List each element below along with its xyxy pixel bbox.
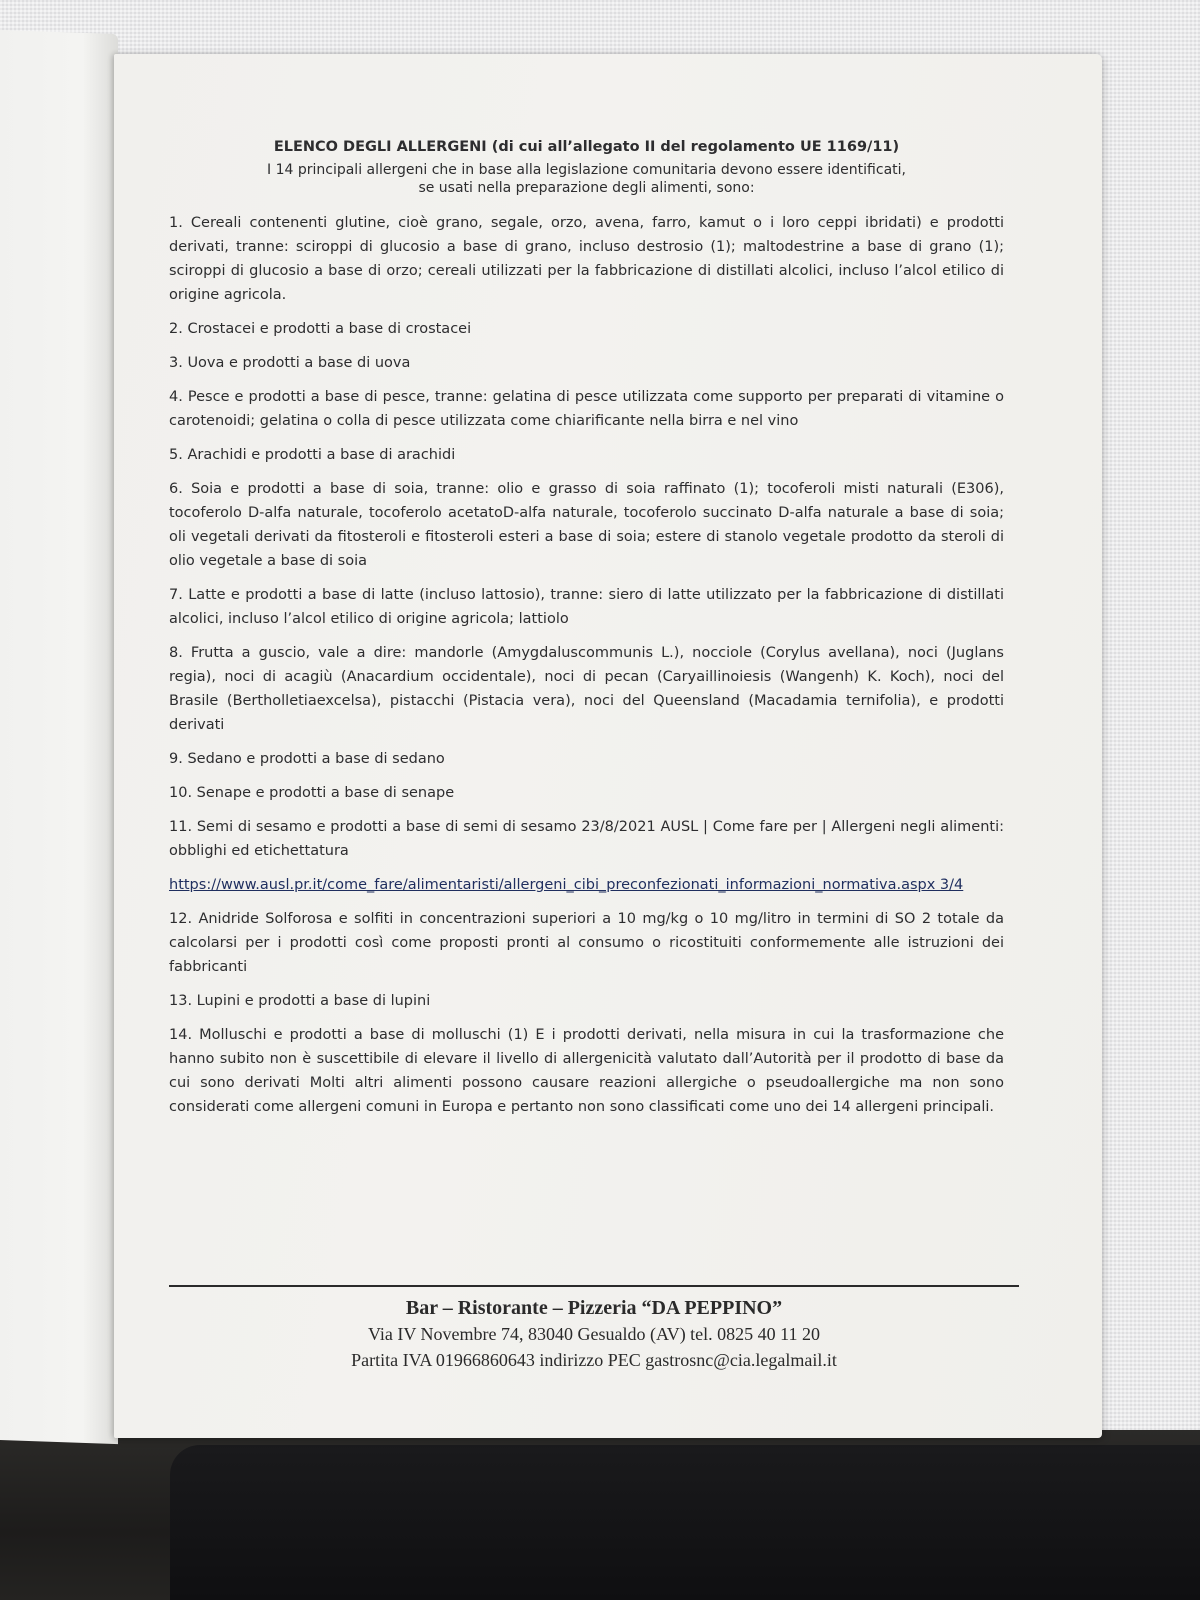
allergen-item-9: 9. Sedano e prodotti a base di sedano xyxy=(169,751,445,767)
dark-fabric xyxy=(170,1445,1200,1600)
source-link[interactable]: https://www.ausl.pr.it/come_fare/alimentaristi/allergeni_cibi_preconfezionati_informazioni_normativa.aspx 3/4 xyxy=(169,877,964,893)
allergen-sheet xyxy=(114,54,1102,1438)
allergen-item-1: 1. Cereali contenenti glutine, cioè grano, segale, orzo, avena, farro, kamut o i loro ceppi ibridati) e prodotti derivati, tranne: sciroppi di glucosio a base di grano, incluso destrosio (1); maltodestrine a base di grano (1); sciroppi di glucosio a base di orzo; cereali utilizzati per la fabbricazione di distillati alcolici, incluso l’alcol etilico di origine agricola. xyxy=(169,215,1004,303)
sheet-content xyxy=(169,139,1004,1129)
allergen-item-13: 13. Lupini e prodotti a base di lupini xyxy=(169,993,431,1009)
allergen-item-4: 4. Pesce e prodotti a base di pesce, tranne: gelatina di pesce utilizzata come supporto per preparati di vitamine o carotenoidi; gelatina o colla di pesce utilizzata come chiarificante nella birra e nel vino xyxy=(169,389,1004,429)
allergen-item-14: 14. Molluschi e prodotti a base di molluschi (1) E i prodotti derivati, nella misura in cui la trasformazione che hanno subito non è suscettibile di elevare il livello di allergenicità valutato dall’Autorità per il prodotto di base da cui sono derivati Molti altri alimenti possono causare reazioni allergiche o pseudoallergiche ma non sono considerati come allergeni comuni in Europa e pertanto non sono classificati come uno dei 14 allergeni principali. xyxy=(169,1027,1004,1115)
allergen-item-2: 2. Crostacei e prodotti a base di crostacei xyxy=(169,321,472,337)
allergen-item-8: 8. Frutta a guscio, vale a dire: mandorle (Amygdaluscommunis L.), nocciole (Corylus avellana), noci (Juglans regia), noci di acagiù (Anacardium occidentale), noci di pecan (Caryaillinoiesis (Wangenh) K. Koch), noci del Brasile (Bertholletiaexcelsa), pistacchi (Pistacia vera), noci del Queensland (Macadamia ternifolia), e prodotti derivati xyxy=(169,645,1004,733)
restaurant-address: Via IV Novembre 74, 83040 Gesualdo (AV) tel. 0825 40 11 20 xyxy=(367,1324,821,1344)
allergen-item-5: 5. Arachidi e prodotti a base di arachidi xyxy=(169,447,456,463)
intro-line-2: se usati nella preparazione degli alimenti, sono: xyxy=(418,180,755,196)
allergen-item-7: 7. Latte e prodotti a base di latte (incluso lattosio), tranne: siero di latte utilizzato per la fabbricazione di distillati alcolici, incluso l’alcol etilico di origine agricola; lattiolo xyxy=(169,587,1004,627)
restaurant-footer xyxy=(169,1285,1019,1373)
intro-line-1: I 14 principali allergeni che in base alla legislazione comunitaria devono essere identificati, xyxy=(267,162,906,178)
document-intro xyxy=(169,161,1004,197)
document-title: ELENCO DEGLI ALLERGENI (di cui all’allegato II del regolamento UE 1169/11) xyxy=(273,139,900,155)
allergen-item-6: 6. Soia e prodotti a base di soia, tranne: olio e grasso di soia raffinato (1); tocoferoli misti naturali (E306), tocoferolo D-alfa naturale, tocoferolo acetatoD-alfa naturale, tocoferolo succinato D-alfa naturale a base di soia; oli vegetali derivati da fitosteroli e fitosteroli esteri a base di soia; estere di stanolo vegetale prodotto da steroli di olio vegetale a base di soia xyxy=(169,481,1004,569)
restaurant-vat: Partita IVA 01966860643 indirizzo PEC gastrosnc@cia.legalmail.it xyxy=(351,1350,837,1370)
allergen-item-10: 10. Senape e prodotti a base di senape xyxy=(169,785,455,801)
restaurant-name: Bar – Ristorante – Pizzeria “DA PEPPINO” xyxy=(405,1297,783,1319)
allergen-item-12: 12. Anidride Solforosa e solfiti in concentrazioni superiori a 10 mg/kg o 10 mg/litro in termini di SO 2 totale da calcolarsi per i prodotti così come proposti pronti al consumo o ricostituiti conformemente alle istruzioni dei fabbricanti xyxy=(169,911,1004,975)
left-folded-page xyxy=(0,30,118,1444)
allergen-item-11: 11. Semi di sesamo e prodotti a base di semi di sesamo 23/8/2021 AUSL | Come fare per | Allergeni negli alimenti: obblighi ed etichettatura xyxy=(169,819,1004,859)
allergen-item-3: 3. Uova e prodotti a base di uova xyxy=(169,355,411,371)
